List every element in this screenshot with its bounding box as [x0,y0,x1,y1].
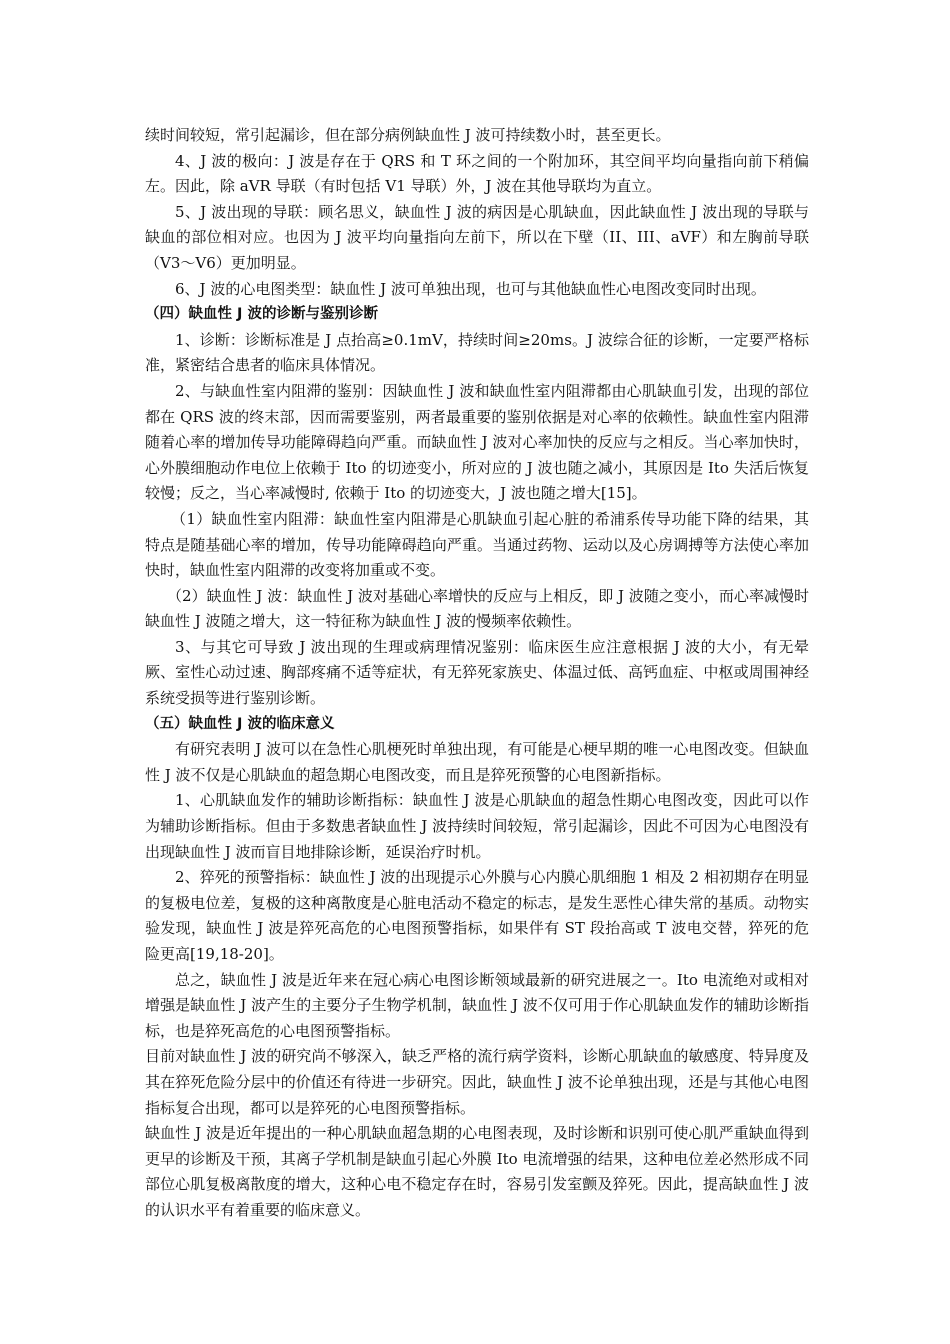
document-body [145,123,809,1224]
paragraph-summary: 总之，缺血性 J 波是近年来在冠心病心电图诊断领域最新的研究进展之一。Ito 电流绝对或相对增强是缺血性 J 波产生的主要分子生物学机制，缺血性 J 波不仅可用于作心肌缺血发作的辅助诊断指标，也是猝死高危的心电图预警指标。 [145,970,809,1040]
paragraph-sub-2: （2）缺血性 J 波：缺血性 J 波对基础心率增快的反应与上相反，即 J 波随之变小，而心率减慢时缺血性 J 波随之增大，这一特征称为缺血性 J 波的慢频率依赖性。 [145,586,809,631]
paragraph-clinical-1: 1、心肌缺血发作的辅助诊断指标：缺血性 J 波是心肌缺血的超急性期心电图改变，因此可以作为辅助诊断指标。但由于多数患者缺血性 J 波持续时间较短，常引起漏诊，因此不可因为心电图没有出现缺血性 J 波而盲目地排除诊断，延误治疗时机。 [145,791,809,861]
paragraph-continuation: 续时间较短，常引起漏诊，但在部分病例缺血性 J 波可持续数小时，甚至更长。 [145,126,671,144]
paragraph-j-wave-leads: 5、J 波出现的导联：顾名思义，缺血性 J 波的病因是心肌缺血，因此缺血性 J 波出现的导联与缺血的部位相对应。也因为 J 波平均向量指向左前下，所以在下壁（II、III、aVF）和左胸前导联（V3～V6）更加明显。 [145,202,809,272]
section-heading-diagnosis: （四）缺血性 J 波的诊断与鉴别诊断 [145,306,378,323]
paragraph-clinical-intro: 有研究表明 J 波可以在急性心肌梗死时单独出现，有可能是心梗早期的唯一心电图改变。但缺血性 J 波不仅是心肌缺血的超急期心电图改变，而且是猝死预警的心电图新指标。 [145,740,809,784]
paragraph-j-wave-ecg-type: 6、J 波的心电图类型：缺血性 J 波可单独出现，也可与其他缺血性心电图改变同时出现。 [175,279,766,298]
paragraph-diagnosis: 1、诊断：诊断标准是 J 点抬高≥0.1mV，持续时间≥20ms。J 波综合征的诊断，一定要严格标准，紧密结合患者的临床具体情况。 [145,330,809,375]
section-heading-clinical: （五）缺血性 J 波的临床意义 [145,715,335,732]
paragraph-conclusion: 缺血性 J 波是近年提出的一种心肌缺血超急期的心电图表现，及时诊断和识别可使心肌严重缺血得到更早的诊断及干预，其离子学机制是缺血引起心外膜 Ito 电流增强的结果，这种电位差必然形成不同部位心肌复极离散度的增大，这种心电不稳定存在时，容易引发室颤及猝死。因此，提高缺血性 J 波的认识水平有着重要的临床意义。 [145,1124,809,1219]
paragraph-j-wave-polarity: 4、J 波的极向：J 波是存在于 QRS 和 T 环之间的一个附加环，其空间平均向量指向前下稍偏左。因此，除 aVR 导联（有时包括 V1 导联）外，J 波在其他导联均为直立。 [145,151,809,196]
paragraph-sub-1: （1）缺血性室内阻滞：缺血性室内阻滞是心肌缺血引起心脏的希浦系传导功能下降的结果，其特点是随基础心率的增加，传导功能障碍趋向严重。当通过药物、运动以及心房调搏等方法使心率加快时，缺血性室内阻滞的改变将加重或不变。 [145,509,809,580]
paragraph-differential-other: 3、与其它可导致 J 波出现的生理或病理情况鉴别：临床医生应注意根据 J 波的大小，有无晕厥、室性心动过速、胸部疼痛不适等症状，有无猝死家族史、体温过低、高钙血症、中枢或周围神经系统受损等进行鉴别诊断。 [145,637,809,708]
paragraph-differential-block: 2、与缺血性室内阻滞的鉴别：因缺血性 J 波和缺血性室内阻滞都由心肌缺血引发，出现的部位都在 QRS 波的终末部，因而需要鉴别，两者最重要的鉴别依据是对心率的依赖性。缺血性室内阻滞随着心率的增加传导功能障碍趋向严重。而缺血性 J 波对心率加快的反应与之相反。当心率加快时，心外膜细胞动作电位上依赖于 Ito 的切迹变小，所对应的 J 波也随之减小，其原因是 Ito 失活后恢复较慢；反之，当心率减慢时, 依赖于 Ito 的切迹变大，J 波也随之增大[15]。 [145,381,809,503]
paragraph-research-status: 目前对缺血性 J 波的研究尚不够深入，缺乏严格的流行病学资料，诊断心肌缺血的敏感度、特异度及其在猝死危险分层中的价值还有待进一步研究。因此，缺血性 J 波不论单独出现，还是与其他心电图指标复合出现，都可以是猝死的心电图预警指标。 [145,1047,809,1117]
paragraph-clinical-2: 2、猝死的预警指标：缺血性 J 波的出现提示心外膜与心内膜心肌细胞 1 相及 2 相初期存在明显的复极电位差，复极的这种离散度是心脏电活动不稳定的标志，是发生恶性心律失常的基质。动物实验发现，缺血性 J 波是猝死高危的心电图预警指标，如果伴有 ST 段抬高或 T 波电交替，猝死的危险更高[19,18-20]。 [145,868,809,963]
